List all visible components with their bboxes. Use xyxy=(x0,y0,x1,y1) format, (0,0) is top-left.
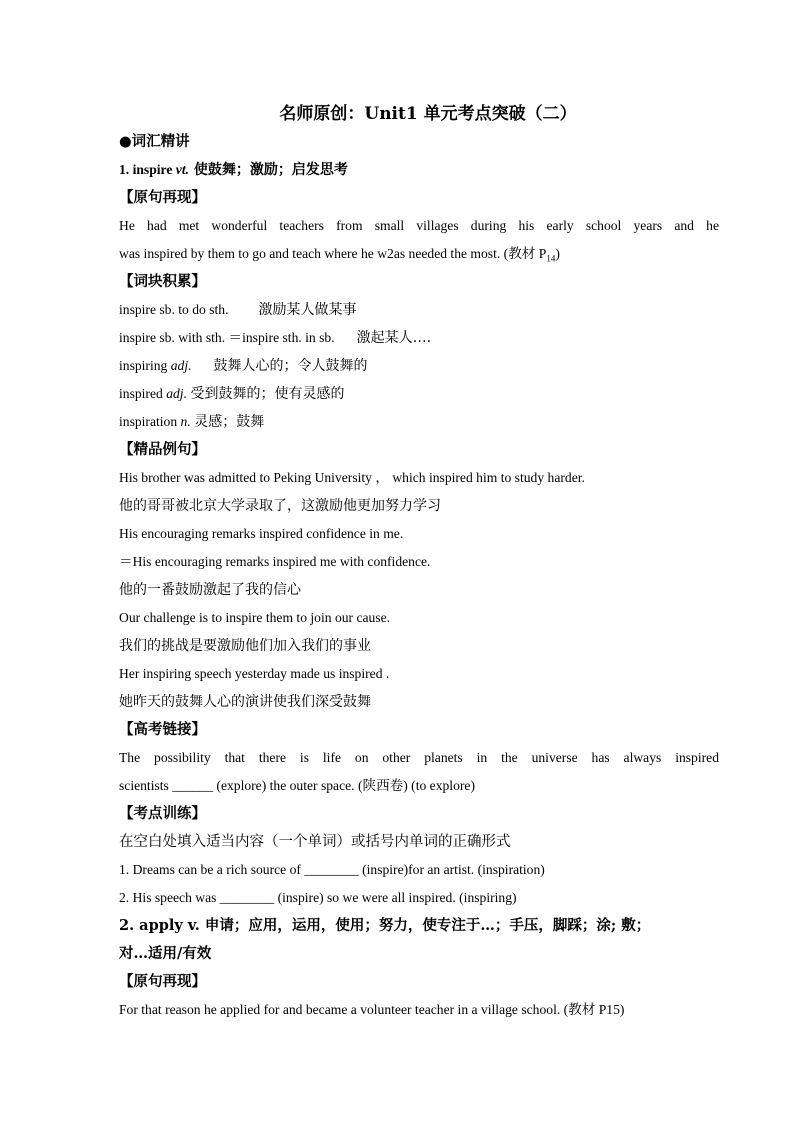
example-chinese: 他的一番鼓励激起了我的信心 xyxy=(119,582,301,598)
chunk-chinese: 激起某人…. xyxy=(356,330,432,346)
word-1-pos: vt. xyxy=(175,162,189,177)
example-english: Our challenge is to inspire them to join our cause. xyxy=(119,610,391,625)
chunk-item xyxy=(119,380,719,408)
example-chinese: 我们的挑战是要激励他们加入我们的事业 xyxy=(119,638,371,654)
chunk-item xyxy=(119,296,719,324)
section-heading-vocab: ●词汇精讲 xyxy=(119,133,190,150)
label-word-chunks: 【词块积累】 xyxy=(119,273,206,290)
original-sentence-2: For that reason he applied for and became a volunteer teacher in a village school. (教材 P15) xyxy=(119,1002,625,1017)
gaokao-line-2: scientists ______ (explore) the outer space. (陕西卷) (to explore) xyxy=(119,778,475,793)
drill-instruction: 在空白处填入适当内容（一个单词）或括号内单词的正确形式 xyxy=(119,834,511,850)
chunk-item xyxy=(119,352,719,380)
example-english: His encouraging remarks inspired confidence in me. xyxy=(119,526,404,541)
chunk-chinese: 受到鼓舞的；使有灵感的 xyxy=(190,386,345,402)
original-sentence-line-1: He had met wonderful teachers from small villages during his early school years and he xyxy=(119,218,719,233)
label-gaokao-link: 【高考链接】 xyxy=(119,721,206,738)
drill-item-1: 1. Dreams can be a rich source of ________ (inspire)for an artist. (inspiration) xyxy=(119,862,545,877)
chunk-english: inspire sb. with sth. ＝inspire sth. in sb. xyxy=(119,330,335,345)
word-2-heading: 2. apply v. 申请；应用，运用，使用；努力，使专注于…；手压，脚踩；涂; 敷； xyxy=(119,917,651,934)
label-drill: 【考点训练】 xyxy=(119,805,206,822)
chunk-english: inspired xyxy=(119,386,167,401)
example-english: His brother was admitted to Peking University ， which inspired him to study harder. xyxy=(119,470,585,485)
label-original-sentence: 【原句再现】 xyxy=(119,189,206,206)
chunk-pos: n. xyxy=(180,414,191,429)
example-english: ＝His encouraging remarks inspired me with confidence. xyxy=(119,554,431,569)
document-page xyxy=(119,100,719,1024)
page-title: 名师原创：Unit1 单元考点突破（二） xyxy=(279,104,577,124)
chunk-chinese: 激励某人做某事 xyxy=(258,302,357,318)
chunk-pos: adj. xyxy=(166,386,187,401)
original-sentence-text: was inspired by them to go and teach where he w2as needed the most. (教材 P xyxy=(119,246,547,261)
chunk-chinese: 灵感；鼓舞 xyxy=(194,414,265,430)
label-example-sentences: 【精品例句】 xyxy=(119,441,206,458)
original-sentence-line-2 xyxy=(119,240,719,268)
chunk-english: inspiring xyxy=(119,358,171,373)
label-original-sentence-2: 【原句再现】 xyxy=(119,973,206,990)
chunk-pos: adj. xyxy=(170,358,192,373)
example-english: Her inspiring speech yesterday made us inspired . xyxy=(119,666,390,681)
chunk-chinese: 鼓舞人心的；令人鼓舞的 xyxy=(213,358,368,374)
word-1-heading xyxy=(119,156,719,184)
example-chinese: 他的哥哥被北京大学录取了，这激励他更加努力学习 xyxy=(119,498,441,514)
gaokao-line-1: The possibility that there is life on other planets in the universe has always inspired xyxy=(119,750,719,765)
drill-item-2: 2. His speech was ________ (inspire) so we were all inspired. (inspiring) xyxy=(119,890,517,905)
chunk-english: inspiration xyxy=(119,414,181,429)
word-1-term: 1. inspire xyxy=(119,162,176,177)
chunk-item xyxy=(119,408,719,436)
word-2-heading-cont: 对…适用/有效 xyxy=(119,945,212,962)
page-subscript: 14 xyxy=(546,253,556,264)
original-sentence-close: ) xyxy=(555,246,560,261)
chunk-item xyxy=(119,324,719,352)
word-1-meaning: 使鼓舞；激励；启发思考 xyxy=(189,162,348,178)
example-chinese: 她昨天的鼓舞人心的演讲使我们深受鼓舞 xyxy=(119,694,371,710)
chunk-english: inspire sb. to do sth. xyxy=(119,302,229,317)
